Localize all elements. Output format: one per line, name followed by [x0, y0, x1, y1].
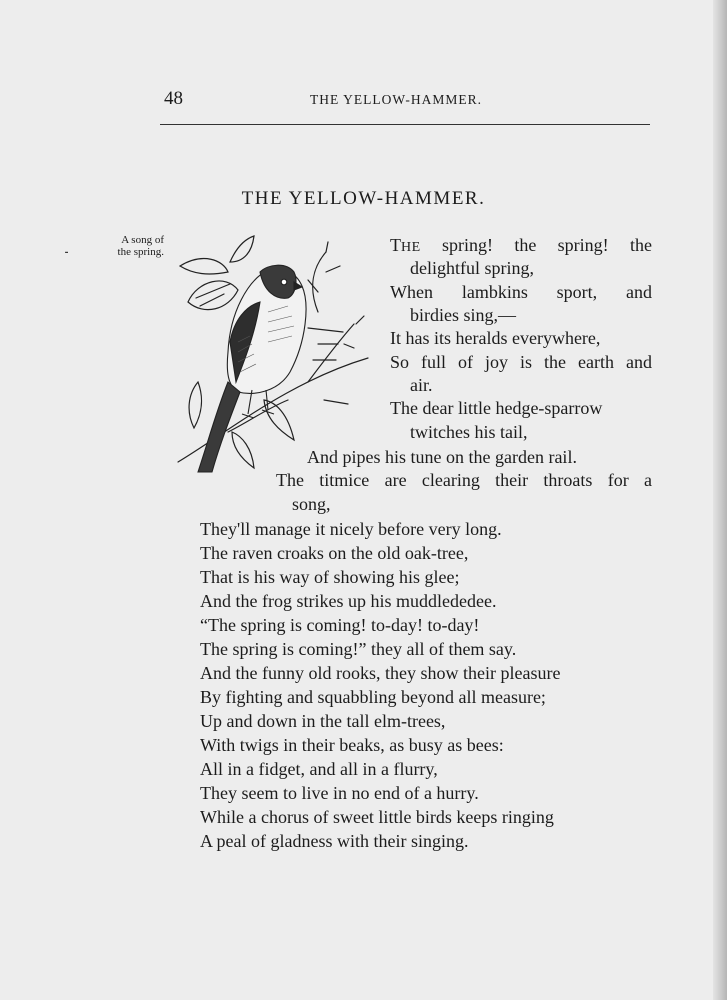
running-head — [160, 86, 650, 116]
verse-line: twitches his tail, — [410, 422, 528, 442]
verse-line: The raven croaks on the old oak-tree, — [200, 543, 469, 563]
verse-line: song, — [292, 494, 331, 514]
small-caps-word: HE — [401, 240, 421, 255]
verse-line: “The spring is coming! to-day! to-day! — [200, 615, 480, 635]
bird-on-branch-engraving-icon — [168, 232, 374, 478]
margin-note-line: A song of — [121, 234, 164, 246]
verse-line: And the funny old rooks, they show their pleasure — [200, 663, 561, 683]
page-number: 48 — [164, 88, 183, 109]
verse-line: birdies sing,— — [410, 305, 516, 325]
page-edge-shadow — [713, 0, 727, 1000]
margin-note — [62, 234, 164, 258]
margin-note-line: the spring. — [117, 246, 164, 258]
verse-line: Up and down in the tall elm-trees, — [200, 711, 446, 731]
running-title: THE YELLOW-HAMMER. — [310, 92, 482, 107]
poem-title: THE YELLOW-HAMMER. — [241, 188, 486, 209]
verse-line: By fighting and squabbling beyond all measure; — [200, 687, 546, 707]
header-rule — [160, 124, 650, 125]
verse-line: With twigs in their beaks, as busy as bees: — [200, 735, 504, 755]
verse-line: They seem to live in no end of a hurry. — [200, 783, 479, 803]
verse-line: A peal of gladness with their singing. — [200, 831, 469, 851]
verse-line: And the frog strikes up his muddlededee. — [200, 591, 497, 611]
verse-line: When lambkins sport, and — [390, 282, 652, 302]
verse-line: air. — [410, 375, 433, 395]
verse-line: All in a fidget, and all in a flurry, — [200, 759, 438, 779]
verse-line: delightful spring, — [410, 258, 534, 278]
verse-line: While a chorus of sweet little birds keeps ringing — [200, 807, 554, 827]
verse-line: So full of joy is the earth and — [390, 352, 652, 372]
verse-line: The spring is coming!” they all of them say. — [200, 639, 517, 659]
verse-line: That is his way of showing his glee; — [200, 567, 460, 587]
verse-line: They'll manage it nicely before very long. — [200, 519, 502, 539]
margin-note-mark: ⁃ — [64, 248, 69, 259]
verse-line: The dear little hedge-sparrow — [390, 398, 603, 418]
verse-line: And pipes his tune on the garden rail. — [307, 447, 577, 467]
verse-line: The titmice are clearing their throats for a — [276, 470, 652, 490]
verse-line: It has its heralds everywhere, — [390, 328, 601, 348]
verse-line: THE spring! the spring! the — [390, 235, 652, 255]
